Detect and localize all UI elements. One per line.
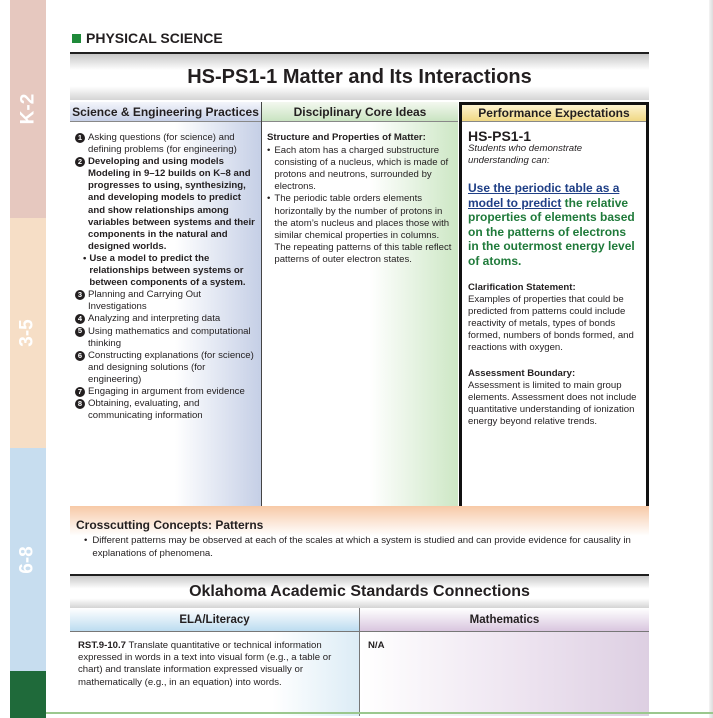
number-7-icon: 7 xyxy=(75,387,85,397)
pe-statement-text: the relative properties of elements based on the patterns of electrons in the outermost energy level of atoms. xyxy=(468,195,635,268)
pe-statement-link[interactable]: Use the periodic table as a model to predict xyxy=(468,181,620,210)
sep-item-2 xyxy=(75,156,256,253)
bottom-rule xyxy=(46,712,713,714)
clarification-title: Clarification Statement: xyxy=(468,282,576,293)
clarification-text: Examples of properties that could be predicted from patterns could include reactivity of metals, types of bonds formed, numbers of bonds formed, and reactions with oxygen. xyxy=(468,294,634,353)
sep-item-7 xyxy=(75,386,256,398)
pe-intro: Students who demonstrate understanding can: xyxy=(468,143,583,166)
pe-statement xyxy=(468,181,640,268)
dci-bullet-text: The periodic table orders elements horizontally by the number of protons in the atom’s nucleus and places those with similar chemical properties in columns. The repeating patterns of this table reflect patterns of outer electron states. xyxy=(274,193,452,265)
crosscutting-bullet xyxy=(76,535,643,560)
sep-item-8 xyxy=(75,398,256,422)
pe-header: Performance Expectations xyxy=(462,105,646,122)
sep-item-text: Analyzing and interpreting data xyxy=(88,313,221,325)
grade-band-k2 xyxy=(10,0,46,218)
section-label xyxy=(72,30,223,46)
pe-code: HS-PS1-1 xyxy=(468,128,532,144)
number-3-icon: 3 xyxy=(75,290,85,300)
boundary-text: Assessment is limited to main group elements. Assessment does not include quantitative understanding of ionization energy beyond relative trends. xyxy=(468,380,637,427)
bullet-icon: • xyxy=(84,535,88,546)
dci-bullet-text: Each atom has a charged substructure consisting of a nucleus, which is made of protons and neutrons, surrounded by electrons. xyxy=(274,145,449,193)
sep-item-3 xyxy=(75,289,256,313)
sep-item-text: Engaging in argument from evidence xyxy=(88,385,245,397)
sep-item-text: Planning and Carrying Out Investigations xyxy=(88,289,202,313)
sep-sub-bullet-text: Use a model to predict the relationships between systems or between components of a system. xyxy=(89,252,246,289)
sep-item-6 xyxy=(75,350,256,386)
sep-item-4 xyxy=(75,313,256,325)
grade-band-3-5-label: 3-5 xyxy=(17,319,38,347)
page-edge-shadow xyxy=(709,0,713,718)
number-2-icon: 2 xyxy=(75,157,85,167)
dci-bullet xyxy=(267,145,453,193)
crosscutting-text: Different patterns may be observed at each of the scales at which a system is studied and can provide evidence for causality in explanations of phenomena. xyxy=(92,535,631,559)
bullet-icon: • xyxy=(267,145,271,157)
number-5-icon: 5 xyxy=(75,327,85,337)
sep-item-text: Constructing explanations (for science) and designing solutions (for engineering) xyxy=(88,349,254,385)
number-4-icon: 4 xyxy=(75,314,85,324)
sep-sub-bullet xyxy=(75,253,256,289)
sep-item-text: Using mathematics and computational thinking xyxy=(88,325,251,349)
standard-title: HS-PS1-1 Matter and Its Interactions xyxy=(187,65,532,88)
green-square-icon xyxy=(72,34,81,43)
ela-header: ELA/Literacy xyxy=(70,608,359,632)
standard-block xyxy=(70,52,649,427)
dci-bullet xyxy=(267,193,453,266)
standard-columns xyxy=(70,102,649,556)
section-label-text: PHYSICAL SCIENCE xyxy=(86,30,223,46)
connections-title: Oklahoma Academic Standards Connections xyxy=(70,574,649,608)
math-body: N/A xyxy=(368,640,385,651)
sep-item-5 xyxy=(75,326,256,350)
crosscutting-title: Crosscutting Concepts: Patterns xyxy=(76,518,264,532)
ela-column xyxy=(70,608,359,716)
sep-item-text: Developing and using models Modeling in 9–12 builds on K–8 and progresses to using, synthesizing, and developing models to predict and show relationships among variables between systems and their components in the natural and designed worlds. xyxy=(88,156,255,252)
grade-band-6-8 xyxy=(10,448,46,671)
number-8-icon: 8 xyxy=(75,399,85,409)
standards-connections xyxy=(70,574,649,716)
connections-columns xyxy=(70,608,649,716)
standard-title-bar xyxy=(70,52,649,100)
bullet-icon: • xyxy=(83,252,87,264)
math-column xyxy=(359,608,649,716)
sep-item-text: Asking questions (for science) and defining problems (for engineering) xyxy=(88,132,237,156)
sep-item-text: Obtaining, evaluating, and communicating information xyxy=(88,398,203,422)
sep-body xyxy=(70,122,261,422)
sep-list xyxy=(75,132,256,422)
math-header: Mathematics xyxy=(360,608,649,632)
dci-column xyxy=(261,102,458,556)
ela-body xyxy=(70,632,359,689)
crosscutting-concepts xyxy=(70,506,649,572)
sep-item-1 xyxy=(75,132,256,156)
ela-code: RST.9-10.7 xyxy=(78,640,126,651)
sep-header: Science & Engineering Practices xyxy=(70,102,261,122)
dci-header: Disciplinary Core Ideas xyxy=(262,102,458,122)
boundary-title: Assessment Boundary: xyxy=(468,368,576,379)
grade-band-k2-label: K-2 xyxy=(17,93,38,125)
dci-title: Structure and Properties of Matter: xyxy=(267,132,426,143)
number-6-icon: 6 xyxy=(75,351,85,361)
grade-band-6-8-label: 6-8 xyxy=(17,545,38,574)
sep-column xyxy=(70,102,261,556)
grade-band-3-5 xyxy=(10,218,46,448)
dci-body xyxy=(262,122,458,266)
pe-column xyxy=(459,102,649,556)
pe-body xyxy=(462,122,646,428)
ela-text: Translate quantitative or technical information expressed in words in a text into visual form (e.g., a table or chart) and translate information expressed visually or mathematically (e.g., in an equation) into words. xyxy=(78,640,332,688)
bullet-icon: • xyxy=(267,193,271,205)
number-1-icon: 1 xyxy=(75,133,85,143)
grade-band-high-school xyxy=(10,671,46,718)
